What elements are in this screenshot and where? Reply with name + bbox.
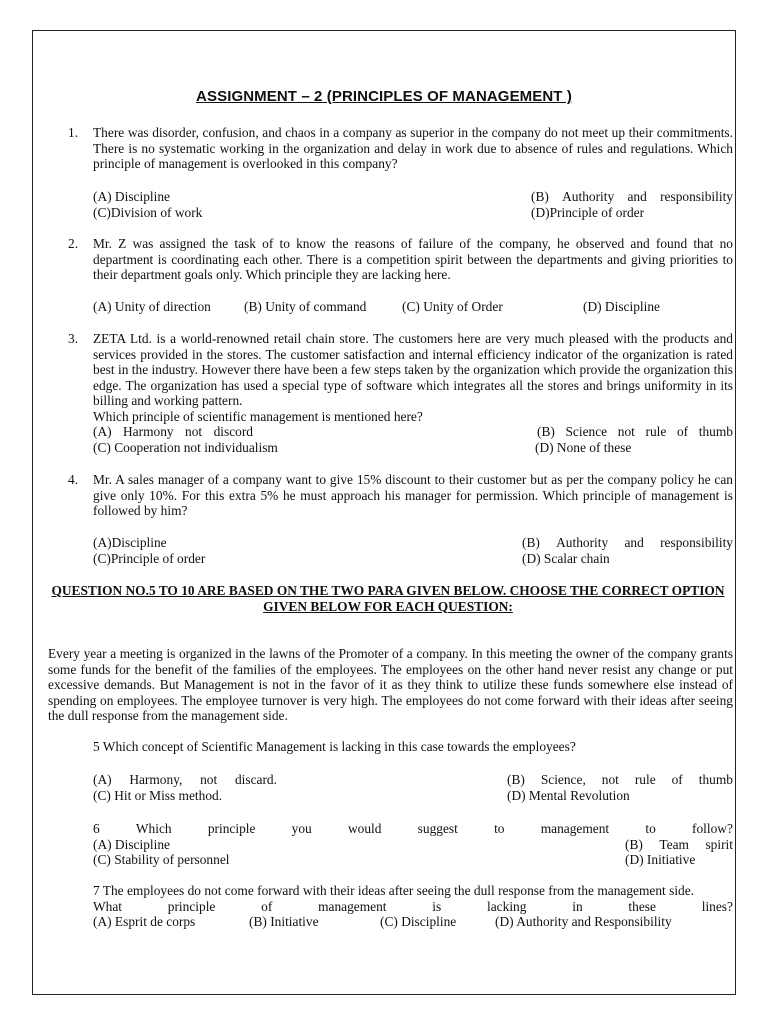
option-a: (A) Harmony not discord xyxy=(93,424,253,439)
question-5-options xyxy=(93,772,733,803)
option-a: (A) Discipline xyxy=(93,836,170,852)
question-1 xyxy=(68,125,733,172)
question-number: 2. xyxy=(68,236,79,251)
question-4 xyxy=(68,472,733,519)
question-1-options xyxy=(93,189,733,220)
question-text: Mr. A sales manager of a company want to give 15% discount to their customer but as per the company policy he can give only 10%. For this extra 5% he must approach his manager for permission. Which principle of management is followed by him? xyxy=(93,472,733,518)
option-b: (B) Science, not rule of thumb xyxy=(507,772,733,787)
option-b: (B) Science not rule of thumb xyxy=(537,424,733,439)
option-b: (B) Unity of command xyxy=(244,299,367,314)
option-d: (D) Authority and Responsibility xyxy=(495,914,672,929)
option-c: (C)Principle of order xyxy=(93,550,206,566)
option-b: (B) Team spirit xyxy=(625,836,733,852)
question-2 xyxy=(68,236,733,283)
question-3-options xyxy=(93,424,733,455)
option-d: (D)Principle of order xyxy=(531,204,645,220)
case-paragraph: Every year a meeting is organized in the lawns of the Promoter of a company. In this meeting the owner of the company grants some funds for the benefit of the families of the employees. The employees on the other hand never resist any change or put excessive demands. But Management is not in the favor of it as they think to utilize these funds somewhere else instead of spending on employees. The employee turnover is very high. The employees do not come forward with their ideas after seeing the dull response from the management side. xyxy=(48,646,733,723)
option-c: (C) Cooperation not individualism xyxy=(93,439,278,455)
question-4-options xyxy=(93,535,733,566)
question-7-text-line2: What principle of management is lacking in these lines? xyxy=(93,898,733,914)
question-3 xyxy=(68,331,733,424)
option-c: (C)Division of work xyxy=(93,204,203,220)
option-d: (D) Scalar chain xyxy=(522,550,610,566)
option-a: (A) Discipline xyxy=(93,189,170,204)
question-6 xyxy=(93,821,733,868)
option-c: (C) Hit or Miss method. xyxy=(93,787,223,803)
option-b: (B) Authority and responsibility xyxy=(531,189,733,204)
option-d: (D) Initiative xyxy=(625,852,696,867)
page-title: ASSIGNMENT – 2 (PRINCIPLES OF MANAGEMENT ) xyxy=(196,88,572,105)
question-7-text: 7 The employees do not come forward with their ideas after seeing the dull response from the management side. xyxy=(93,883,695,898)
option-b: (B) Initiative xyxy=(249,914,319,929)
option-b: (B) Authority and responsibility xyxy=(522,535,733,550)
option-c: (C) Stability of personnel xyxy=(93,852,230,867)
question-text: ZETA Ltd. is a world-renowned retail chain store. The customers here are very much pleased with the products and services provided in the stores. The customer satisfaction and internal efficiency indicator of the organization is rated best in the industry. However there have been a few steps taken by the organization which provide the organization this edge. The organization has used a special type of software which integrates all the stores and brings uniformity in its billing and working pattern. xyxy=(93,331,733,408)
option-c: (C) Unity of Order xyxy=(402,299,503,314)
question-5: 5 Which concept of Scientific Management is lacking in this case towards the employees? xyxy=(93,739,576,754)
option-a: (A)Discipline xyxy=(93,535,167,550)
question-number: 4. xyxy=(68,472,79,487)
option-a: (A) Esprit de corps xyxy=(93,914,196,929)
question-text: There was disorder, confusion, and chaos in a company as superior in the company do not meet up their commitments. There is no systematic working in the organization and delay in work due to absence of rules and regulations. Which principle of management is overlooked in this company? xyxy=(93,125,733,171)
option-d: (D) None of these xyxy=(535,439,632,455)
option-c: (C) Discipline xyxy=(380,914,457,929)
question-7 xyxy=(93,883,733,930)
option-d: (D) Discipline xyxy=(583,299,660,314)
question-number: 3. xyxy=(68,331,79,346)
question-number: 1. xyxy=(68,125,79,140)
question-subtext: Which principle of scientific management is mentioned here? xyxy=(93,408,423,424)
question-text: Mr. Z was assigned the task of to know the reasons of failure of the company, he observed and found that no department is coordinating each other. There is a competition spirit between the departments and giving priorities to their department goals only. Which principle they are lacking here. xyxy=(93,236,733,282)
option-a: (A) Unity of direction xyxy=(93,299,211,314)
option-d: (D) Mental Revolution xyxy=(507,787,630,803)
option-a: (A) Harmony, not discard. xyxy=(93,772,277,787)
section-heading: QUESTION NO.5 TO 10 ARE BASED ON THE TWO PARA GIVEN BELOW. CHOOSE THE CORRECT OPTION GIVEN BELOW FOR EACH QUESTION: xyxy=(51,583,725,614)
question-6-text: 6 Which principle you would suggest to management to follow? xyxy=(93,821,733,836)
